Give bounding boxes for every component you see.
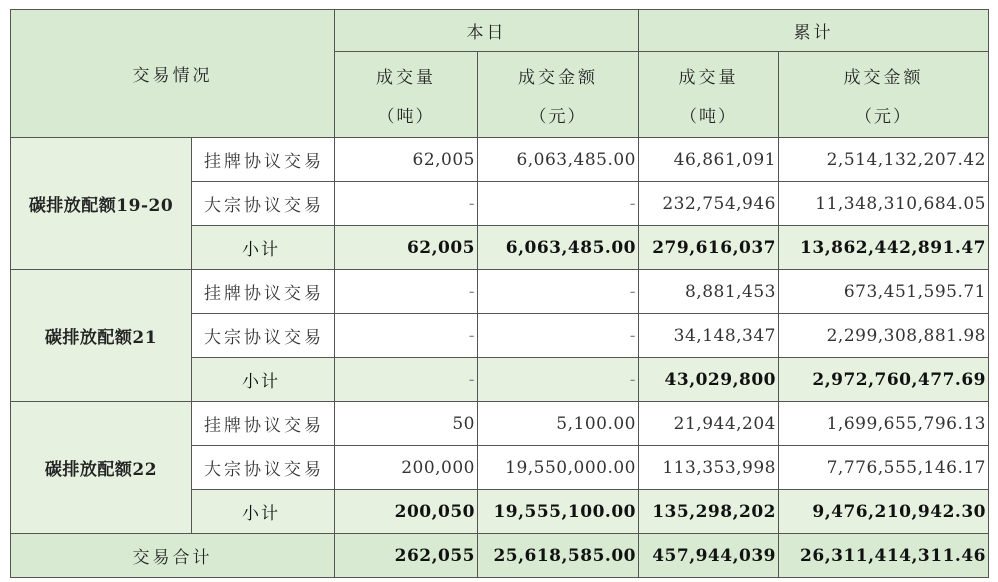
row-label: 大宗协议交易 xyxy=(192,182,335,226)
header-today-amount: 成交金额 （元） xyxy=(478,52,639,138)
trading-summary-table xyxy=(10,9,989,578)
subtotal-label: 小计 xyxy=(192,490,335,534)
subtotal-label: 小计 xyxy=(192,226,335,270)
today-amount: - xyxy=(478,182,639,226)
cum-volume: 21,944,204 xyxy=(639,402,779,446)
today-volume: - xyxy=(335,270,478,314)
table-row xyxy=(11,402,989,446)
today-volume: 62,005 xyxy=(335,138,478,182)
today-volume: - xyxy=(335,358,478,402)
today-amount: - xyxy=(478,314,639,358)
total-today-volume: 262,055 xyxy=(335,534,478,578)
cum-amount: 673,451,595.71 xyxy=(779,270,989,314)
today-amount: - xyxy=(478,358,639,402)
group-name: 碳排放配额19-20 xyxy=(11,138,192,270)
table-row xyxy=(11,270,989,314)
today-amount: 19,550,000.00 xyxy=(478,446,639,490)
cum-amount: 2,299,308,881.98 xyxy=(779,314,989,358)
today-volume: - xyxy=(335,182,478,226)
today-amount: - xyxy=(478,270,639,314)
total-cum-amount: 26,311,414,311.46 xyxy=(779,534,989,578)
row-label: 大宗协议交易 xyxy=(192,314,335,358)
today-volume: 200,000 xyxy=(335,446,478,490)
total-label: 交易合计 xyxy=(11,534,335,578)
subtotal-label: 小计 xyxy=(192,358,335,402)
cum-amount: 2,972,760,477.69 xyxy=(779,358,989,402)
cum-volume: 232,754,946 xyxy=(639,182,779,226)
cum-volume: 279,616,037 xyxy=(639,226,779,270)
group-name: 碳排放配额21 xyxy=(11,270,192,402)
today-amount: 5,100.00 xyxy=(478,402,639,446)
today-volume: - xyxy=(335,314,478,358)
row-label: 挂牌协议交易 xyxy=(192,270,335,314)
header-cum-amount: 成交金额 （元） xyxy=(779,52,989,138)
table-row xyxy=(11,138,989,182)
cum-amount: 2,514,132,207.42 xyxy=(779,138,989,182)
cum-amount: 13,862,442,891.47 xyxy=(779,226,989,270)
today-volume: 50 xyxy=(335,402,478,446)
cum-volume: 8,881,453 xyxy=(639,270,779,314)
row-label: 挂牌协议交易 xyxy=(192,138,335,182)
cum-volume: 43,029,800 xyxy=(639,358,779,402)
cum-volume: 113,353,998 xyxy=(639,446,779,490)
row-label: 挂牌协议交易 xyxy=(192,402,335,446)
header-today: 本日 xyxy=(335,10,639,52)
total-cum-volume: 457,944,039 xyxy=(639,534,779,578)
cum-amount: 1,699,655,796.13 xyxy=(779,402,989,446)
row-label: 大宗协议交易 xyxy=(192,446,335,490)
trading-table-container xyxy=(10,9,989,578)
cum-amount: 11,348,310,684.05 xyxy=(779,182,989,226)
cum-volume: 46,861,091 xyxy=(639,138,779,182)
total-row xyxy=(11,534,989,578)
today-amount: 6,063,485.00 xyxy=(478,138,639,182)
cum-volume: 34,148,347 xyxy=(639,314,779,358)
header-cum-volume: 成交量 （吨） xyxy=(639,52,779,138)
header-title: 交易情况 xyxy=(11,10,335,138)
today-amount: 6,063,485.00 xyxy=(478,226,639,270)
today-amount: 19,555,100.00 xyxy=(478,490,639,534)
total-today-amount: 25,618,585.00 xyxy=(478,534,639,578)
header-cumulative: 累计 xyxy=(639,10,989,52)
cum-amount: 7,776,555,146.17 xyxy=(779,446,989,490)
cum-amount: 9,476,210,942.30 xyxy=(779,490,989,534)
cum-volume: 135,298,202 xyxy=(639,490,779,534)
group-name: 碳排放配额22 xyxy=(11,402,192,534)
header-today-volume: 成交量 （吨） xyxy=(335,52,478,138)
today-volume: 62,005 xyxy=(335,226,478,270)
today-volume: 200,050 xyxy=(335,490,478,534)
header-row-1 xyxy=(11,10,989,52)
